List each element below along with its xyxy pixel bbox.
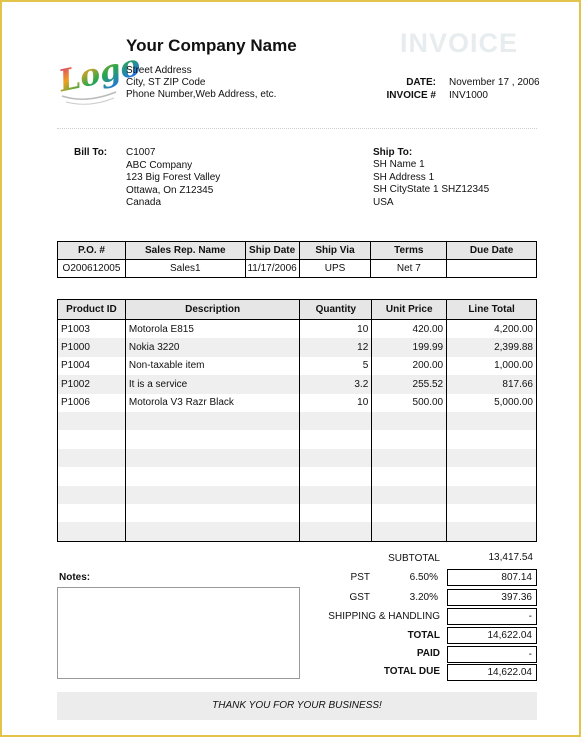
- contact-info: Phone Number,Web Address, etc.: [126, 89, 277, 100]
- unit-price-cell: [372, 522, 447, 541]
- terms-header: Terms: [371, 242, 447, 260]
- due-date-header: Due Date: [447, 242, 537, 260]
- line-total-cell: [447, 522, 537, 541]
- ship-via: UPS: [299, 260, 371, 278]
- terms: Net 7: [371, 260, 447, 278]
- description-cell: Nokia 3220: [125, 338, 300, 356]
- line-total-header: Line Total: [447, 300, 537, 320]
- product-id-header: Product ID: [58, 300, 126, 320]
- invoice-number: INV1000: [449, 90, 488, 101]
- product-id-cell: P1000: [58, 338, 126, 356]
- company-address: [126, 65, 276, 101]
- product-id-cell: [58, 430, 126, 448]
- description-cell: [125, 467, 300, 485]
- header-divider: [57, 128, 537, 129]
- description-cell: [125, 504, 300, 522]
- notes-box: [57, 587, 300, 679]
- quantity-cell: [300, 412, 372, 430]
- line-item-row: [58, 375, 537, 393]
- product-id-cell: [58, 449, 126, 467]
- product-id-cell: P1004: [58, 357, 126, 375]
- items-header-row: [58, 300, 537, 320]
- quantity-cell: [300, 522, 372, 541]
- quantity-cell: 3.2: [300, 375, 372, 393]
- line-item-row: [58, 522, 537, 541]
- unit-price-cell: 255.52: [372, 375, 447, 393]
- total-due-value: 14,622.04: [447, 664, 537, 681]
- ship-via-header: Ship Via: [299, 242, 371, 260]
- ship-date: 11/17/2006: [245, 260, 299, 278]
- bill-to-line: 123 Big Forest Valley: [126, 172, 221, 183]
- unit-price-cell: [372, 430, 447, 448]
- street-address: Street Address: [126, 65, 192, 76]
- description-cell: It is a service: [125, 375, 300, 393]
- line-item-row: [58, 467, 537, 485]
- total-label: TOTAL: [407, 630, 440, 641]
- city-state-zip: City, ST ZIP Code: [126, 77, 206, 88]
- due-date: [447, 260, 537, 278]
- bill-to-line: Canada: [126, 197, 162, 208]
- unit-price-cell: 199.99: [372, 338, 447, 356]
- pst-value: 807.14: [447, 569, 537, 586]
- ship-date-header: Ship Date: [245, 242, 299, 260]
- paid-value: -: [447, 646, 537, 663]
- quantity-cell: [300, 430, 372, 448]
- description-cell: [125, 449, 300, 467]
- unit-price-cell: [372, 449, 447, 467]
- line-item-row: [58, 357, 537, 375]
- quantity-cell: [300, 504, 372, 522]
- product-id-cell: P1003: [58, 320, 126, 339]
- invoice-date: November 17 , 2006: [449, 77, 540, 88]
- ship-to-label: Ship To:: [373, 147, 413, 158]
- thank-you-banner: THANK YOU FOR YOUR BUSINESS!: [57, 692, 537, 720]
- ship-to-line: SH Name 1: [373, 159, 425, 170]
- unit-price-cell: 420.00: [372, 320, 447, 339]
- unit-price-cell: [372, 412, 447, 430]
- line-total-cell: 5,000.00: [447, 394, 537, 412]
- order-value-row: [58, 260, 537, 278]
- shipping-value: -: [447, 608, 537, 625]
- bill-to-address: [126, 147, 220, 210]
- pst-label: PST: [350, 572, 370, 583]
- description-cell: Motorola V3 Razr Black: [125, 394, 300, 412]
- line-item-row: [58, 486, 537, 504]
- line-total-cell: [447, 412, 537, 430]
- subtotal-label: SUBTOTAL: [388, 553, 440, 564]
- product-id-cell: [58, 412, 126, 430]
- invoice-number-label: INVOICE #: [386, 90, 436, 101]
- company-logo: [55, 42, 144, 110]
- ship-to-line: SH Address 1: [373, 171, 435, 183]
- bill-to-line: Ottawa, On Z12345: [126, 184, 214, 196]
- unit-price-cell: 500.00: [372, 394, 447, 412]
- line-total-cell: [447, 504, 537, 522]
- notes-label: Notes:: [59, 572, 91, 583]
- gst-rate: 3.20%: [409, 592, 438, 603]
- quantity-cell: 10: [300, 394, 372, 412]
- quantity-cell: [300, 486, 372, 504]
- product-id-cell: [58, 522, 126, 541]
- product-id-cell: [58, 504, 126, 522]
- ship-to-line: SH CityState 1 SHZ12345: [373, 184, 490, 195]
- order-header-row: [58, 242, 537, 260]
- unit-price-header: Unit Price: [372, 300, 447, 320]
- description-cell: [125, 430, 300, 448]
- ship-to-address: [373, 159, 489, 209]
- unit-price-cell: [372, 467, 447, 485]
- quantity-cell: [300, 449, 372, 467]
- pst-rate: 6.50%: [409, 572, 438, 583]
- po-number: O200612005: [58, 260, 126, 278]
- product-id-cell: P1006: [58, 394, 126, 412]
- description-header: Description: [125, 300, 300, 320]
- line-total-cell: 817.66: [447, 375, 537, 393]
- description-cell: Non-taxable item: [125, 357, 300, 375]
- bill-to-label: Bill To:: [74, 147, 108, 158]
- unit-price-cell: [372, 486, 447, 504]
- description-cell: [125, 522, 300, 541]
- quantity-cell: 10: [300, 320, 372, 339]
- line-item-row: [58, 394, 537, 412]
- line-item-row: [58, 338, 537, 356]
- sales-rep-header: Sales Rep. Name: [125, 242, 245, 260]
- line-item-row: [58, 412, 537, 430]
- line-total-cell: 4,200.00: [447, 320, 537, 339]
- line-total-cell: 1,000.00: [447, 357, 537, 375]
- svg-text:Logo: Logo: [55, 48, 144, 100]
- line-total-cell: [447, 467, 537, 485]
- date-label: DATE:: [406, 77, 436, 88]
- line-item-row: [58, 430, 537, 448]
- quantity-cell: 5: [300, 357, 372, 375]
- subtotal-value: 13,417.54: [488, 552, 533, 563]
- quantity-cell: 12: [300, 338, 372, 356]
- total-value: 14,622.04: [447, 627, 537, 644]
- invoice-title: INVOICE: [400, 28, 519, 58]
- gst-value: 397.36: [447, 589, 537, 606]
- po-number-header: P.O. #: [58, 242, 126, 260]
- quantity-header: Quantity: [300, 300, 372, 320]
- quantity-cell: [300, 467, 372, 485]
- line-item-row: [58, 320, 537, 339]
- company-name: Your Company Name: [126, 36, 297, 55]
- line-total-cell: [447, 486, 537, 504]
- order-info-table: [57, 241, 537, 278]
- product-id-cell: P1002: [58, 375, 126, 393]
- line-total-cell: [447, 430, 537, 448]
- description-cell: [125, 412, 300, 430]
- paid-label: PAID: [416, 648, 440, 659]
- description-cell: Motorola E815: [125, 320, 300, 339]
- bill-to-line: ABC Company: [126, 159, 193, 171]
- sales-rep: Sales1: [125, 260, 245, 278]
- product-id-cell: [58, 486, 126, 504]
- line-total-cell: 2,399.88: [447, 338, 537, 356]
- shipping-label: SHIPPING & HANDLING: [328, 611, 440, 622]
- unit-price-cell: [372, 504, 447, 522]
- description-cell: [125, 486, 300, 504]
- line-item-row: [58, 449, 537, 467]
- product-id-cell: [58, 467, 126, 485]
- line-total-cell: [447, 449, 537, 467]
- line-item-row: [58, 504, 537, 522]
- total-due-label: TOTAL DUE: [383, 666, 440, 677]
- gst-label: GST: [349, 592, 370, 603]
- bill-to-line: C1007: [126, 147, 156, 158]
- line-items-table: [57, 299, 537, 542]
- unit-price-cell: 200.00: [372, 357, 447, 375]
- ship-to-line: USA: [373, 196, 394, 208]
